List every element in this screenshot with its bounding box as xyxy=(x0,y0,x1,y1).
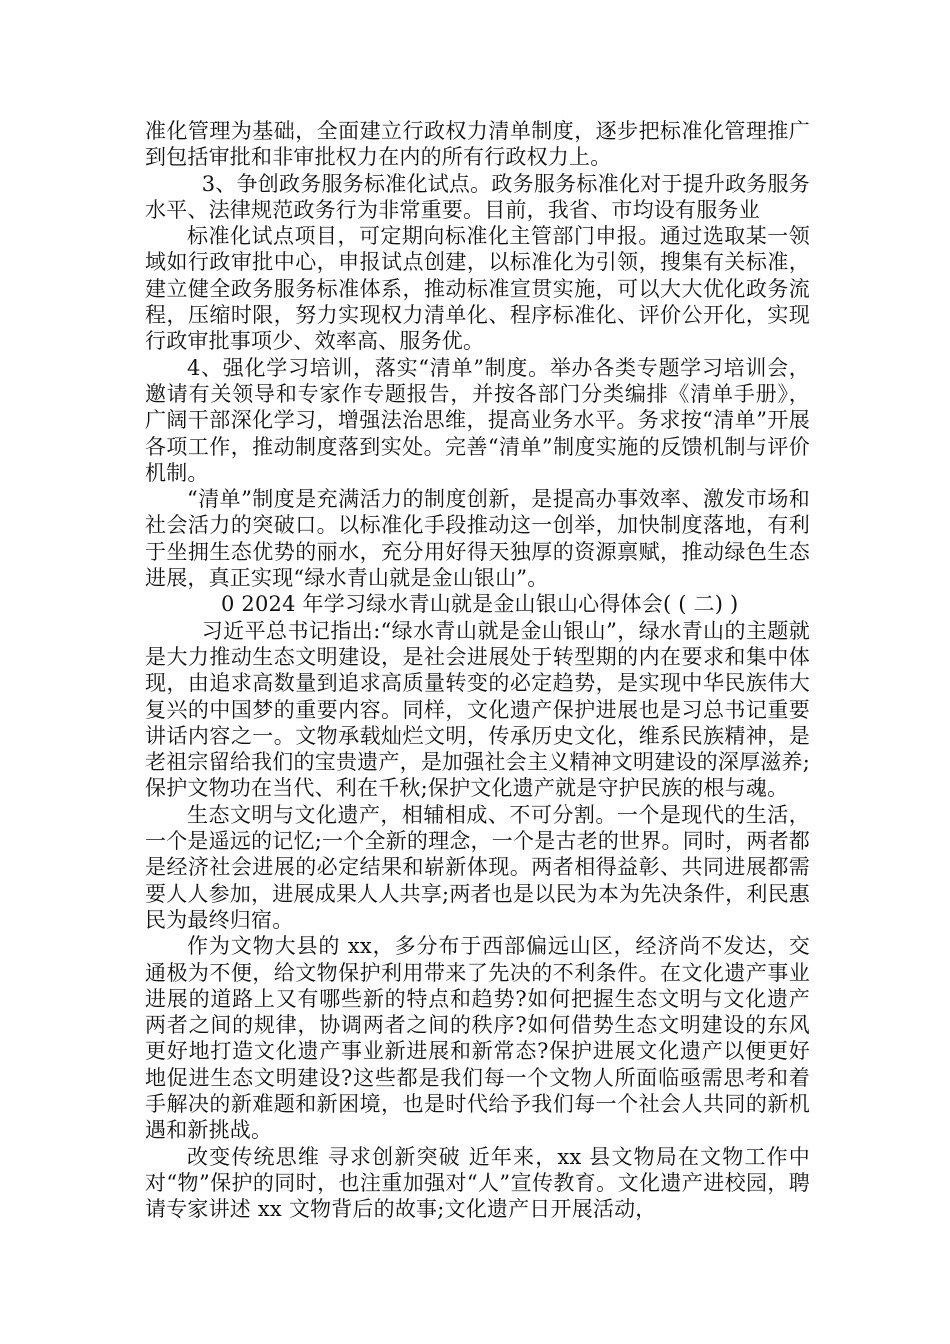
section-heading: 0 2024 年学习绿水青山就是金山银山心得体会( ( 二) ) xyxy=(221,592,739,617)
paragraph-ecology-heritage: 生态文明与文化遗产，相辅相成、不可分割。一个是现代的生活，一个是遥远的记忆;一个全新的理念，一个是古老的世界。同时，两者都是经济社会进展的必定结果和崭新体现。两者相得益彰、共同进展都需要人人参加，进展成果人人共享;两者也是以民为本为先决条件，利民惠民为最终归宿。 xyxy=(145,802,810,932)
paragraph-list-system-innovation: “清单”制度是充满活力的制度创新，是提高办事效率、激发市场和社会活力的突破口。以标准化手段推动这一创举，加快制度落地，有利于坐拥生态优势的丽水，充分用好得天独厚的资源禀赋，推动绿色生态进展，真正实现“绿水青山就是金山银山”。 xyxy=(145,487,810,591)
paragraph-admin-power-list: 准化管理为基础，全面建立行政权力清单制度，逐步把标准化管理推广到包括审批和非审批权力在内的所有行政权力上。 xyxy=(145,119,810,170)
paragraph-xi-quote: 习近平总书记指出:“绿水青山就是金山银山”，绿水青山的主题就是大力推动生态文明建设，是社会进展处于转型期的内在要求和集中体现，由追求高数量到追求高质量转变的必定趋势，是实现中华民族伟大复兴的中国梦的重要内容。同样，文化遗产保护进展也是习总书记重要讲话内容之一。文物承载灿烂文明，传承历史文化，维系民族精神，是老祖宗留给我们的宝贵遗产，是加强社会主义精神文明建设的深厚滋养;保护文物功在当代、利在千秋;保护文化遗产就是守护民族的根与魂。 xyxy=(145,618,810,801)
paragraph-pilot-project: 标准化试点项目，可定期向标准化主管部门申报。通过选取某一领域如行政审批中心，申报试点创建，以标准化为引领，搜集有关标准，建立健全政务服务标准体系，推动标准宣贯实施，可以大大优化政务流程，压缩时限，努力实现权力清单化、程序标准化、评价公开化，实现行政审批事项少、效率高、服务优。 xyxy=(145,224,810,354)
document-page xyxy=(145,118,810,1222)
paragraph-training: 4、强化学习培训，落实“清单”制度。举办各类专题学习培训会，邀请有关领导和专家作专题报告，并按各部门分类编排《清单手册》，广阔干部深化学习，增强法治思维，提高业务水平。务求按“清单”开展各项工作，推动制度落到实处。完善“清单”制度实施的反馈机制与评价机制。 xyxy=(145,355,810,485)
paragraph-innovation: 改变传统思维 寻求创新突破 近年来，xx 县文物局在文物工作中对“物”保护的同时，也注重加强对“人”宣传教育。文化遗产进校园，聘请专家讲述 xx 文物背后的故事;文化遗产日开展活动， xyxy=(145,1144,810,1222)
paragraph-county-heritage: 作为文物大县的 xx，多分布于西部偏远山区，经济尚不发达，交通极为不便，给文物保护利用带来了先决的不利条件。在文化遗产事业进展的道路上又有哪些新的特点和趋势?如何把握生态文明与文化遗产两者之间的规律，协调两者之间的秩序?如何借势生态文明建设的东风更好地打造文化遗产事业新进展和新常态?保护进展文化遗产以便更好地促进生态文明建设?这些都是我们每一个文物人所面临亟需思考和着手解决的新难题和新困境，也是时代给予我们每一个社会人共同的新机遇和新挑战。 xyxy=(145,934,810,1143)
paragraph-service-standardization-pilot: 3、争创政务服务标准化试点。政务服务标准化对于提升政务服务水平、法律规范政务行为非常重要。目前，我省、市均设有服务业 xyxy=(145,171,810,222)
